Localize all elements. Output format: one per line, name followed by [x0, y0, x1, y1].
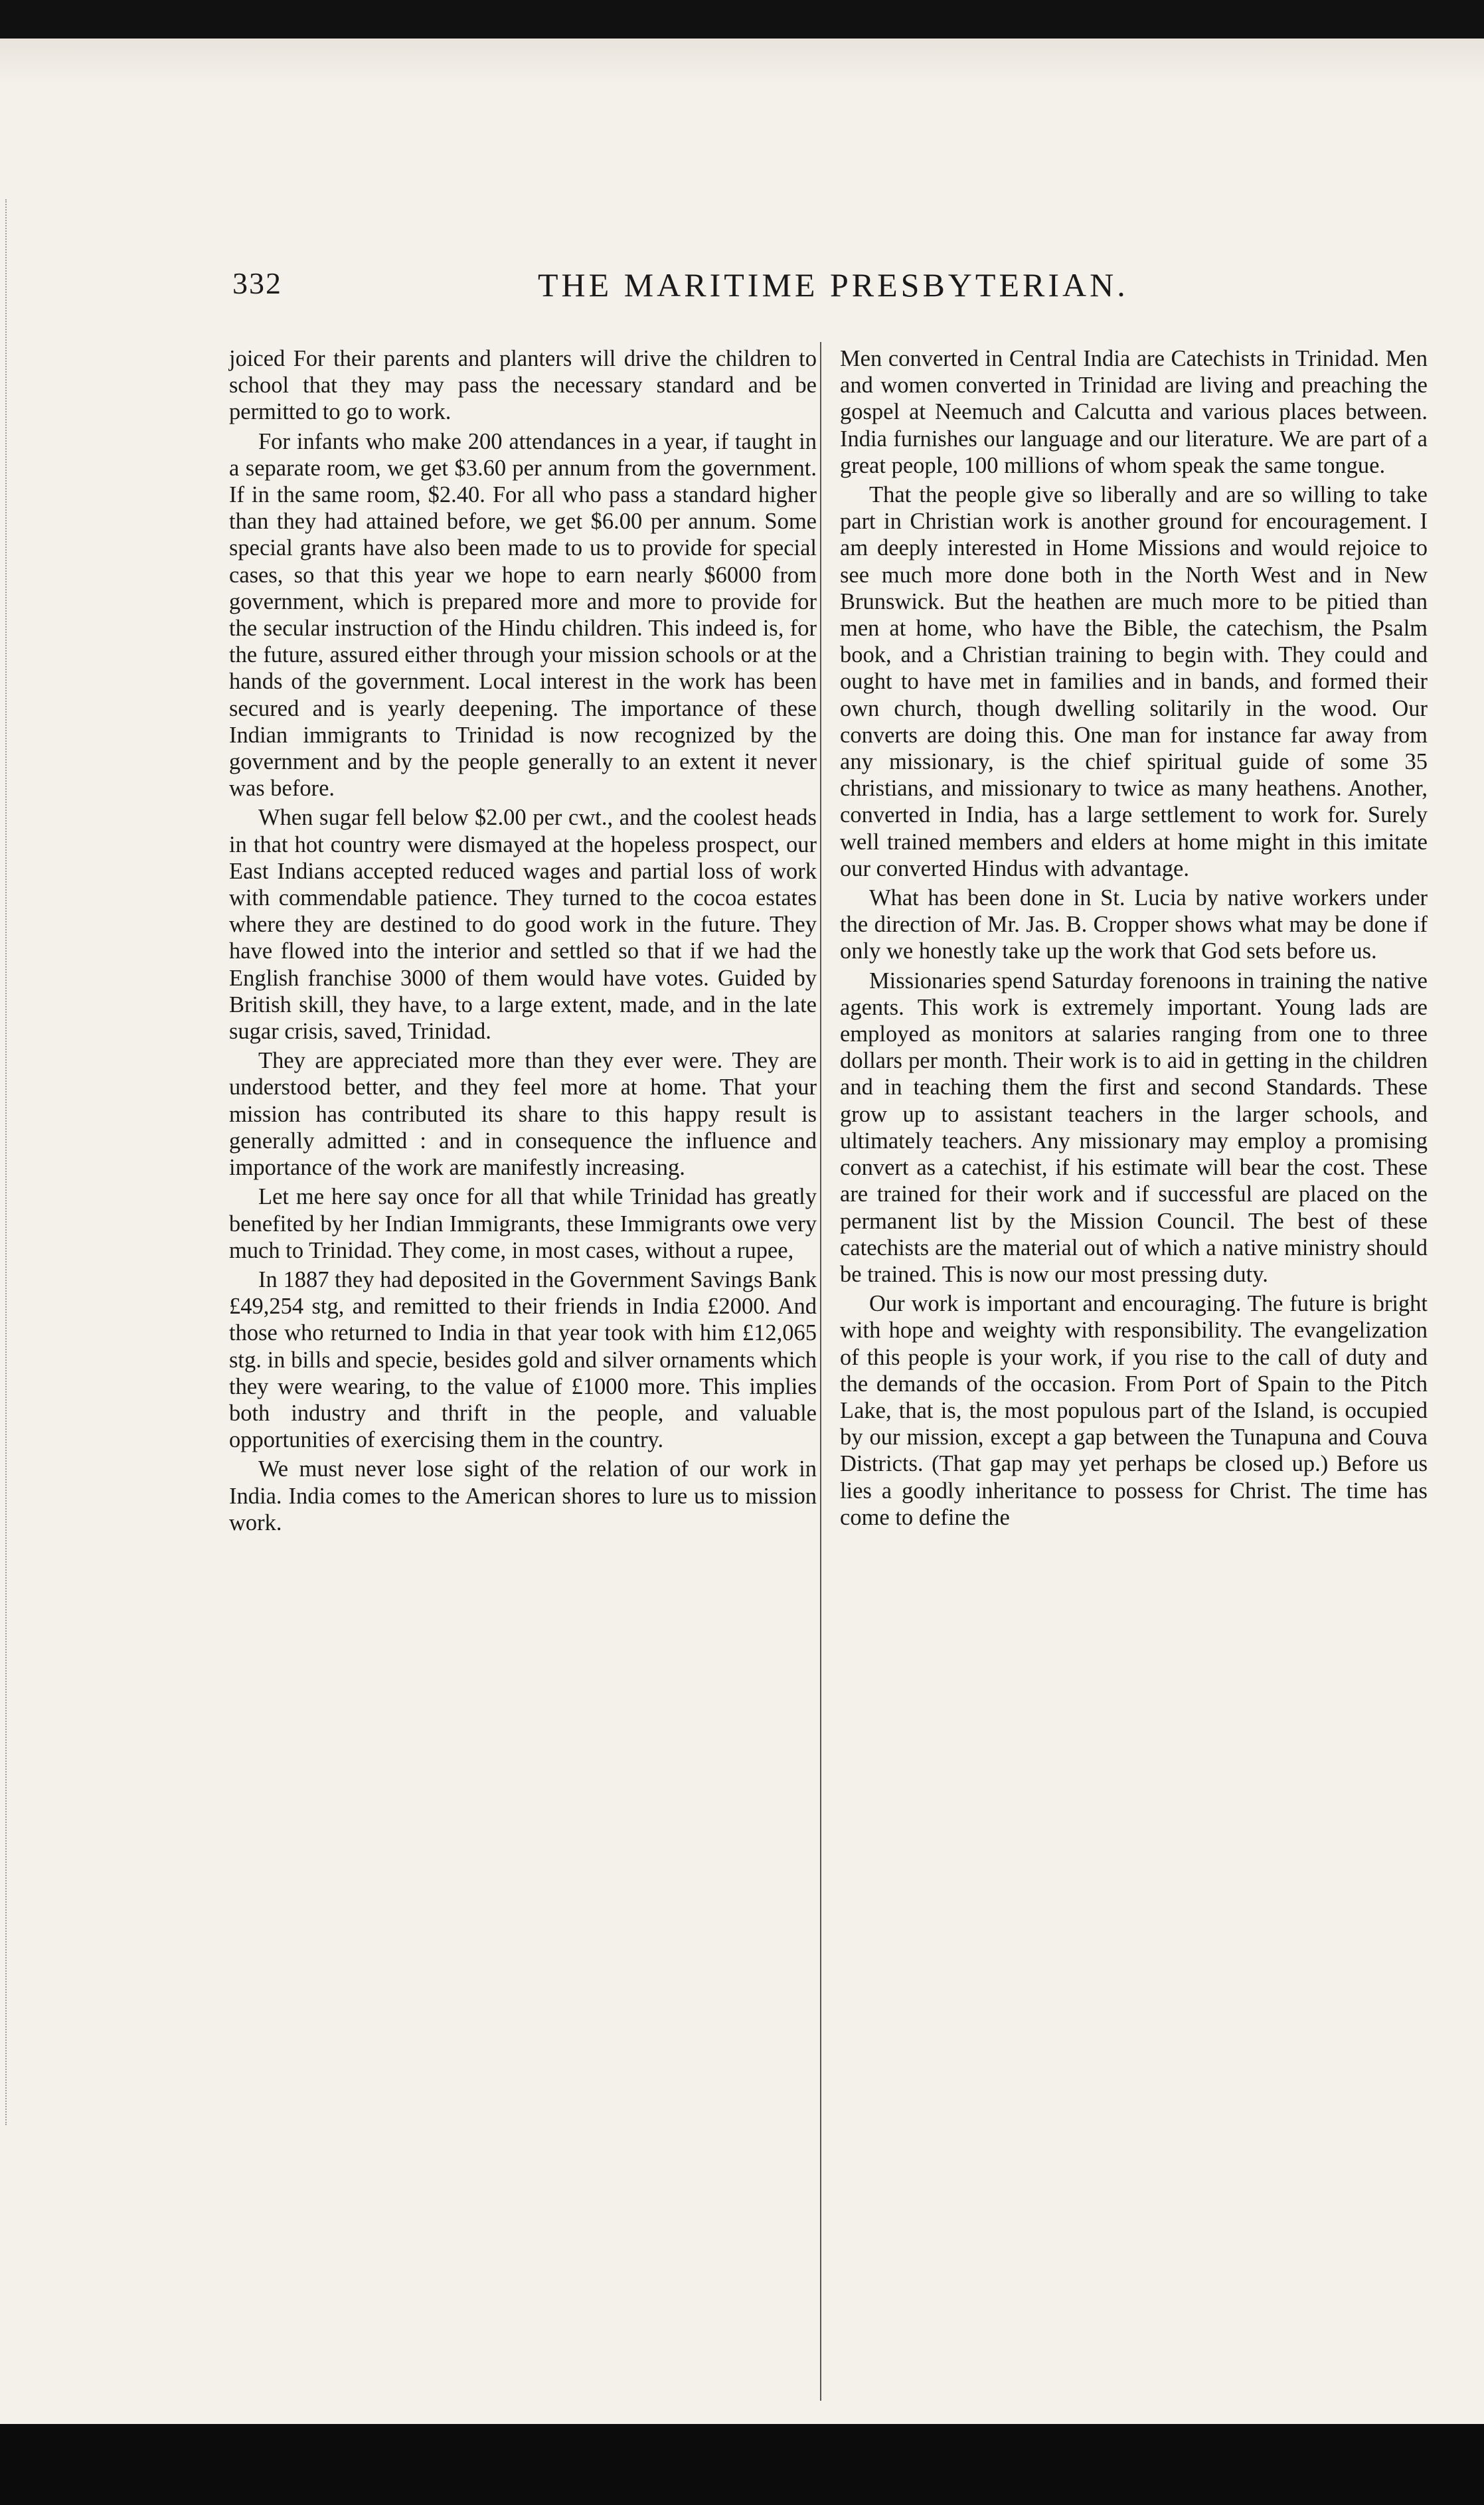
left-column	[229, 345, 817, 1539]
paragraph: What has been done in St. Lucia by native workers under the direction of Mr. Jas. B. Cropper shows what may be done if only we honestly take up the work that God sets before us.	[840, 885, 1428, 964]
paragraph: They are appreciated more than they ever were. They are understood better, and they feel more at home. That your mission has contributed its share to this happy result is generally admitted : and in consequence the influence and importance of the work are manifestly increasing.	[229, 1048, 817, 1181]
page-number: 332	[232, 266, 282, 300]
paragraph: Our work is important and encouraging. The future is bright with hope and weighty with responsibility. The evangelization of this people is your work, if you rise to the call of duty and the demands of the occasion. From Port of Spain to the Pitch Lake, that is, the most populous part of the Island, is occupied by our mission, except a gap between the Tunapuna and Couva Districts. (That gap may yet perhaps be closed up.) Before us lies a goodly inheritance to possess for Christ. The time has come to define the	[840, 1291, 1428, 1530]
scan-margin-marks	[5, 199, 16, 2125]
paragraph: We must never lose sight of the relation of our work in India. India comes to the American shores to lure us to mission work.	[229, 1456, 817, 1535]
running-header	[232, 266, 1421, 312]
running-title: THE MARITIME PRESBYTERIAN.	[538, 266, 1129, 303]
page-top-edge	[0, 39, 1484, 85]
paragraph: joiced For their parents and planters will drive the children to school that they may pass the necessary standard and be permitted to go to work.	[229, 346, 817, 425]
scan-top-border	[0, 0, 1484, 39]
paragraph: Let me here say once for all that while Trinidad has greatly benefited by her Indian Immigrants, these Immigrants owe very much to Trinidad. They come, in most cases, without a rupee,	[229, 1184, 817, 1263]
paragraph: When sugar fell below $2.00 per cwt., and the coolest heads in that hot country were dismayed at the hopeless prospect, our East Indians accepted reduced wages and partial loss of work with commendable patience. They turned to the cocoa estates where they are destined to do good work in the future. They have flowed into the interior and settled so that if we had the English franchise 3000 of them would have votes. Guided by British skill, they have, to a large extent, made, and in the late sugar crisis, saved, Trinidad.	[229, 805, 817, 1045]
paragraph: In 1887 they had deposited in the Government Savings Bank £49,254 stg, and remitted to their friends in India £2000. And those who returned to India in that year took with him £12,065 stg. in bills and specie, besides gold and silver ornaments which they were wearing, to the value of £1000 more. This implies both industry and thrift in the people, and valuable opportunities of exercising them in the country.	[229, 1266, 817, 1453]
column-divider	[820, 342, 821, 2401]
paragraph: Missionaries spend Saturday forenoons in training the native agents. This work is extremely important. Young lads are employed as monitors at salaries ranging from one to three dollars per month. Their work is to aid in getting in the children and in teaching them the first and second Standards. These grow up to assistant teachers in the larger schools, and ultimately teachers. Any missionary may employ a promising convert as a catechist, if his estimate will bear the cost. These are trained for their work and if successful are placed on the permanent list by the Mission Council. The best of these catechists are the material out of which a native ministry should be trained. This is now our most pressing duty.	[840, 968, 1428, 1287]
scan-bottom-border	[0, 2424, 1484, 2505]
paragraph: Men converted in Central India are Catechists in Trinidad. Men and women converted in Trinidad are living and preaching the gospel at Neemuch and Calcutta and various places between. India furnishes our language and our literature. We are part of a great people, 100 millions of whom speak the same tongue.	[840, 346, 1428, 478]
paragraph: For infants who make 200 attendances in a year, if taught in a separate room, we get $3.60 per annum from the government. If in the same room, $2.40. For all who pass a standard higher than they had attained before, we get $6.00 per annum. Some special grants have also been made to us to provide for special cases, so that this year we hope to earn nearly $6000 from government, which is prepared more and more to provide for the secular instruction of the Hindu children. This indeed is, for the future, assured either through your mission schools or at the hands of the government. Local interest in the work has been secured and is yearly deepening. The importance of these Indian immigrants to Trinidad is now recognized by the government and by the people generally to an extent it never was before.	[229, 428, 817, 802]
right-column	[840, 345, 1428, 1533]
paragraph: That the people give so liberally and are so willing to take part in Christian work is another ground for encouragement. I am deeply interested in Home Missions and would rejoice to see much more done both in the North West and in New Brunswick. But the heathen are much more to be pitied than men at home, who have the Bible, the catechism, the Psalm book, and a Christian training to begin with. They could and ought to have met in families and in bands, and formed their own church, though dwelling solitarily in the wood. Our converts are doing this. One man for instance far away from any missionary, is the chief spiritual guide of some 35 christians, and missionary to twice as many heathens. Another, converted in India, has a large settlement to work for. Surely well trained members and elders at home might in this imitate our converted Hindus with advantage.	[840, 482, 1428, 881]
